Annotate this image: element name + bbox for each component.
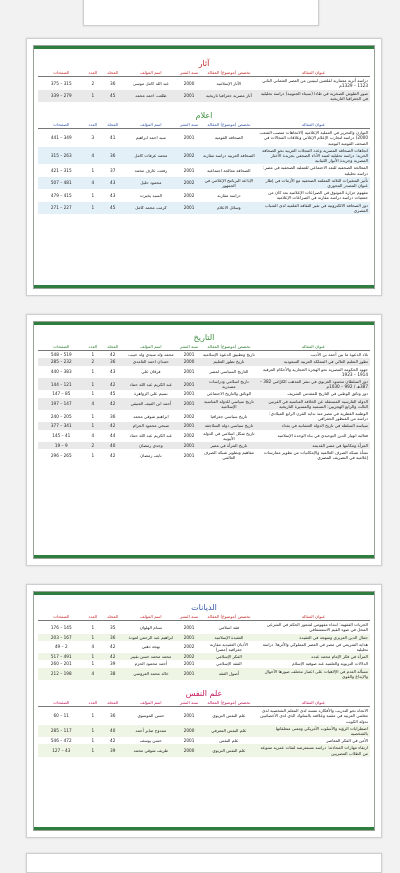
cell-pages: 349 – 441 (50, 135, 72, 141)
cell-issue: 1 (85, 202, 102, 214)
header-topic: تخصص (موضوع) المقالة (201, 343, 257, 351)
cell-pages: 279 – 339 (38, 90, 85, 102)
cell-author: حسن يوسف (139, 738, 162, 744)
cell-issue: 1 (85, 422, 102, 429)
cell-topic: تاريخ سياسي للدولة العباسية الإسلامية (201, 398, 257, 410)
header-author: اسم المؤلف (124, 613, 177, 621)
header-year: سنة النشر (177, 69, 200, 77)
cell-title: الوطنية القطرية في مصر منذ بداية القرن الرابع الميلادي: دراسة من المنظور الجغرافي (269, 411, 368, 422)
green-bar-bottom (34, 555, 374, 558)
header-author: اسم المؤلف (124, 121, 177, 129)
cell-pages: 383 – 440 (50, 369, 72, 375)
cell-title: تطور التعليم العالي في المملكة العربية السعودية (257, 358, 370, 365)
page-frame (33, 591, 375, 831)
header-pages: الصفحات (38, 343, 85, 351)
header-issue: العدد (85, 69, 102, 77)
cell-year: 2002 (183, 644, 195, 650)
header-title: عنوان المقالة (257, 613, 370, 621)
cell-issue: 4 (85, 177, 102, 189)
cell-pages: 147 – 197 (38, 398, 85, 410)
table-row (38, 129, 370, 147)
cell-pages: 167 – 203 (38, 634, 85, 641)
cell-year: 2001 (183, 452, 195, 458)
cell-topic: مفاهيم وتطوير شبكة الصرف العالمي (203, 450, 254, 461)
cell-author: حمدان احمد الغامدي (124, 358, 177, 365)
cell-volume: 42 (110, 644, 116, 650)
cell-volume: 38 (101, 668, 124, 680)
table-athar (38, 69, 370, 102)
cell-topic: فقه اسلامي (218, 624, 240, 630)
cell-issue: 4 (85, 398, 102, 410)
table-row (38, 449, 370, 461)
cell-year: 2001 (177, 202, 200, 214)
cell-issue: 1 (91, 713, 95, 719)
cell-issue: 1 (91, 624, 95, 630)
cell-volume: 36 (101, 358, 124, 365)
cell-title: دور وثائق الوطني في التاريخ للمقدس الشريف (287, 391, 368, 397)
cell-year: 2000 (177, 744, 200, 756)
cell-title: دراسة أثرية معمارية لقلعتين ليبيتين من العصر العثماني الثاني 1123 – 1329م (262, 78, 368, 89)
cell-issue: 1 (85, 653, 102, 660)
cell-year: 2001 (177, 378, 200, 390)
cell-issue: 1 (91, 369, 95, 375)
table-row (38, 164, 370, 176)
cell-year: 2001 (183, 352, 195, 358)
cell-year: 2001 (177, 442, 200, 449)
cell-issue: 1 (91, 168, 95, 174)
table-header-row (38, 699, 370, 707)
cell-volume: 42 (101, 422, 124, 429)
cell-issue: 1 (91, 192, 95, 198)
cell-author: رفعت عارف محمد (134, 168, 168, 174)
page-card-1 (26, 38, 382, 296)
cell-topic: علم النفس (219, 738, 239, 744)
cell-year: 2001 (183, 624, 195, 630)
page-frame (33, 45, 375, 289)
table-row (38, 621, 370, 634)
cell-pages: 491 – 517 (38, 653, 85, 660)
cell-year: 2001 (183, 738, 195, 744)
cell-year: 2000 (177, 358, 200, 365)
table-row (38, 358, 370, 365)
cell-volume: 39 (110, 661, 116, 667)
cell-topic: علم النفس التربوي (212, 713, 246, 719)
cell-author: طريف شوقي محمد (124, 744, 177, 756)
cell-year: 2001 (177, 668, 200, 680)
cell-volume: 42 (110, 352, 116, 358)
header-volume: المجلد (101, 343, 124, 351)
header-issue: العدد (85, 613, 102, 621)
header-year: سنة النشر (177, 613, 200, 621)
cell-topic: تاريخ وتطبيق الدعوة الإسلامية (203, 352, 255, 358)
cell-topic: تاريخ تطور التعليم (201, 358, 257, 365)
cell-title: بلاد الدعوة ما بين أحمد بن الأديب (310, 352, 368, 358)
cell-pages: 85 – 147 (52, 391, 71, 397)
cell-topic: آثار مصرية جغرافيا تاريخية (201, 90, 257, 102)
cell-volume: 36 (110, 413, 116, 419)
cell-pages: 232 – 285 (38, 358, 85, 365)
cell-title: اضطرابات الرؤية والأسلوب الأمريكي ومعنى متعلقاتها بالشخصية (257, 725, 370, 737)
table-header-row (38, 613, 370, 621)
cell-topic: الوثائق والتاريخ الاجتماعي (206, 391, 252, 397)
section-title-psychology: علم النفس (185, 689, 223, 699)
cell-pages: 121 – 144 (38, 378, 85, 390)
header-title: عنوان المقالة (257, 699, 370, 707)
cell-issue: 1 (91, 738, 95, 744)
header-title: عنوان المقالة (257, 69, 370, 77)
cell-year: 2000 (183, 80, 195, 86)
cell-title: سياسة السلطة في تاريخ الدولة العثمانية في بغداد (257, 422, 370, 429)
cell-year: 2000 (177, 725, 200, 737)
cell-author: نسيم علي الزواهرة (134, 391, 168, 397)
cell-year: 2001 (183, 713, 195, 719)
cell-author: خالد محمد العروسي (124, 668, 177, 680)
cell-author: وجدي رمضان (124, 442, 177, 449)
cell-author: كرمت محمد كامل (124, 202, 177, 214)
cell-volume: 40 (101, 725, 124, 737)
page-frame (33, 321, 375, 559)
cell-volume: 44 (110, 433, 116, 439)
table-row (38, 378, 370, 390)
page-card-2 (26, 314, 382, 566)
header-issue: العدد (85, 343, 102, 351)
cell-pages: 263 – 315 (38, 147, 85, 165)
cell-author: محمد عرفات كامل (124, 147, 177, 165)
header-volume: المجلد (101, 69, 124, 77)
cell-pages: 415 – 479 (50, 192, 72, 198)
header-year: سنة النشر (177, 699, 200, 707)
cell-pages: 43 – 127 (38, 744, 85, 756)
cell-year: 2001 (177, 422, 200, 429)
table-row (38, 660, 370, 667)
header-author: اسم المؤلف (124, 699, 177, 707)
header-volume: المجلد (101, 613, 124, 621)
cell-volume: 43 (101, 177, 124, 189)
cell-topic: الإذاعة البرنامج الإعلامي في الجمهور (201, 177, 257, 189)
next-page-card (26, 853, 382, 873)
table-header-row (38, 121, 370, 129)
cell-author: أحمد ابن الفيف العتيقي (124, 398, 177, 410)
cell-issue: 1 (85, 725, 102, 737)
cell-topic: تاريخ سياسي دولة السلاجقة (201, 422, 257, 429)
cell-pages: 265 – 296 (50, 452, 72, 458)
cell-pages: 227 – 271 (38, 202, 85, 214)
cell-topic: العقيدة الإسلامية (201, 634, 257, 641)
cell-title: المرأة في فكر الإمام محمد عبده (257, 653, 370, 660)
header-issue: العدد (85, 121, 102, 129)
cell-year: 2001 (177, 398, 200, 410)
cell-volume: 42 (101, 653, 124, 660)
cell-topic: الصحافة العربية دراسة مقارنة (201, 147, 257, 165)
section-title-history: التاريخ (193, 333, 215, 342)
header-topic: تخصص (موضوع) المقالة (201, 121, 257, 129)
cell-issue: 1 (91, 452, 95, 458)
cell-year: 2002 (177, 177, 200, 189)
header-volume: المجلد (101, 699, 124, 707)
cell-volume: 42 (110, 738, 116, 744)
cell-year: 2001 (183, 369, 195, 375)
cell-title: نشأة شبكة الصرف العالمية والإمكانيات من تطوير ممارسات إعلامية في التصريف المصري (263, 450, 368, 461)
table-row (38, 398, 370, 410)
cell-issue: 1 (85, 378, 102, 390)
cell-issue: 2 (85, 442, 102, 449)
table-row (38, 744, 370, 756)
cell-volume: 43 (110, 192, 116, 198)
cell-title: ارتقاء مهارات المحادثة: دراسة مستعرضة لفئات عمرية متنوعة من الطلاب المصريين (257, 744, 370, 756)
cell-issue: 3 (91, 135, 95, 141)
cell-pages: 341 – 377 (38, 422, 85, 429)
header-author: اسم المؤلف (124, 69, 177, 77)
cell-title: مفهوم حرارة الموثوق في الصراعات الإعلامية بعد كان من جمعيات دراسة دراسة مقارنة في الصراعات الإعلامية (268, 190, 368, 201)
cell-pages: 472 – 546 (50, 738, 72, 744)
cell-title: هداية الشريعي في مصر في العصر المملوكي والأثرها: دراسة تحليلية (262, 641, 368, 653)
cell-author: طلعت احمد محمد (124, 90, 177, 102)
cell-issue: 2 (91, 80, 95, 86)
page-card-3 (26, 584, 382, 838)
cell-pages: 2 – 49 (54, 644, 68, 650)
cell-topic: تاريخ شكل اسلامي في الدولة الأيوبية (203, 430, 255, 441)
cell-year: 2002 (177, 653, 200, 660)
table-row (38, 430, 370, 442)
cell-title: جمال الدين العزيزي ومنهجه في العقيدة (257, 634, 370, 641)
cell-volume: 36 (110, 713, 116, 719)
cell-author: محمود حليل (124, 177, 177, 189)
cell-topic: تاريخ اسلامي ودراسات مصدرية (201, 378, 257, 390)
cell-topic: تاريخ سياسي جغرافيا (210, 413, 248, 419)
cell-pages: 11 – 60 (53, 713, 69, 719)
table-row (38, 77, 370, 90)
cell-pages: 145 – 176 (50, 624, 72, 630)
cell-topic: دراسة مقارنة (217, 192, 241, 198)
cell-volume: 39 (101, 744, 124, 756)
cell-author: بهجة دهبي (141, 644, 160, 650)
cell-pages: 201 – 260 (50, 661, 72, 667)
cell-author: فرقان علي (141, 369, 161, 375)
cell-author: ممدوح صابر أحمد (124, 725, 177, 737)
header-pages: الصفحات (38, 613, 85, 621)
cell-author: نايف رمضان (140, 452, 162, 458)
header-pages: الصفحات (38, 121, 85, 129)
cell-volume: 45 (110, 391, 116, 397)
cell-author: عبد الله كامل موسى (132, 80, 169, 86)
table-row (38, 641, 370, 653)
table-row (38, 707, 370, 725)
cell-topic: الصحافة القومية (214, 135, 243, 141)
cell-year: 2002 (177, 147, 200, 165)
header-pages: الصفحات (38, 69, 85, 77)
green-bar-top (34, 322, 374, 325)
cell-author: محمد محمد حسن نقيبر (124, 653, 177, 660)
cell-year: 2001 (177, 90, 200, 102)
cell-issue: 4 (91, 644, 95, 650)
cell-title: اتجاهات الصحافة المصرية وعدد المجلات العربية نحو الصحافة الحرية: دراسة تحليلية لعينة الأداء الصحفي بجريدة الأخبار المصرية وجريدة الأنوار اللبنانية (257, 147, 370, 165)
header-year: سنة النشر (177, 343, 200, 351)
cell-pages: 117 – 285 (38, 725, 85, 737)
table-row (38, 668, 370, 680)
cell-author: محمد ولد سيدي ولد حبيب (128, 352, 174, 358)
cell-topic: الأديان العقيدية مقارنة جغرافية (مصر) (209, 641, 248, 653)
cell-volume: 42 (101, 378, 124, 390)
green-bar-top (34, 592, 374, 595)
section-title-religions: الديانات (191, 603, 217, 612)
cell-issue: 1 (85, 90, 102, 102)
cell-title: دور الصحافة الالكترونية في تغير الثقافة العلمية لدى الشباب المصري (257, 202, 370, 214)
cell-volume: 37 (110, 168, 116, 174)
cell-volume: 42 (110, 452, 116, 458)
cell-author: السيد يخيرت (139, 192, 163, 198)
cell-topic: الفقه الإسلامي (216, 661, 242, 667)
cell-title: الحريات الفقهية: ابتداء مفهومي لشعور الحكم في الشرعي المحل في ضوء القيم الاستشفاقي (266, 622, 368, 633)
cell-volume: 42 (101, 398, 124, 410)
cell-title: الدولة الفارسية المستقلة عن الخلافة العباسية في القرنين الثالث والرابع الهجريين: التسمية والمسيرة التاريخية (257, 398, 370, 410)
table-header-row (38, 343, 370, 351)
cell-year: 2001 (177, 634, 200, 641)
header-title: عنوان المقالة (257, 343, 370, 351)
table-history (38, 343, 370, 462)
cell-topic: علم النفس التربوي (201, 744, 257, 756)
cell-pages: 315 – 375 (50, 80, 72, 86)
table-row (38, 737, 370, 744)
cell-year: 2002 (183, 192, 195, 198)
cell-title: جهود الحكومة المصرية نحو الهجرة الحجازية والأحكام العرفية 1914 – 1923 (263, 366, 368, 377)
cell-volume: 36 (101, 634, 124, 641)
header-pages: الصفحات (38, 699, 85, 707)
table-religions (38, 613, 370, 680)
cell-issue: 1 (85, 744, 102, 756)
cell-volume: 36 (101, 147, 124, 165)
cell-issue: 1 (91, 352, 95, 358)
cell-issue: 4 (85, 668, 102, 680)
cell-issue: 4 (91, 433, 95, 439)
table-row (38, 634, 370, 641)
cell-title: فعالية انهيار الدين التوحيدي في بناء الوحدة الإسلامية (277, 433, 368, 439)
cell-title: المعالجة الصحفية للبعد الاجتماعي للعملية الصحفية في مصر: دراسة تحليلية (263, 165, 368, 176)
header-year: سنة النشر (177, 121, 200, 129)
cell-topic: علم النفس المعرفي (201, 725, 257, 737)
cell-year: 2001 (183, 391, 195, 397)
cell-issue: 1 (85, 634, 102, 641)
cell-issue: 2 (85, 358, 102, 365)
header-author: اسم المؤلف (124, 343, 177, 351)
cell-volume: 43 (110, 369, 116, 375)
cell-year: 2001 (183, 135, 195, 141)
cell-topic: الفكر الإسلامي (201, 653, 257, 660)
section-title-ilam: اعلام (195, 111, 213, 121)
table-row (38, 177, 370, 189)
cell-issue: 1 (91, 413, 95, 419)
green-bar-bottom (34, 285, 374, 288)
cell-author: حسن الموسوي (137, 713, 165, 719)
header-topic: تخصص (موضوع) المقالة (201, 699, 257, 707)
cell-author: صبحي محمود الحرام (124, 422, 177, 429)
cell-year: 2001 (183, 168, 195, 174)
header-title: عنوان المقالة (257, 121, 370, 129)
cell-issue: 1 (91, 391, 95, 397)
table-row (38, 390, 370, 397)
table-row (38, 442, 370, 449)
header-topic: تخصص (موضوع) المقالة (201, 613, 257, 621)
cell-issue: 4 (85, 147, 102, 165)
green-bar-bottom (34, 827, 374, 830)
green-bar-top (34, 46, 374, 49)
cell-volume: 45 (101, 90, 124, 102)
cell-volume: 40 (101, 442, 124, 449)
cell-issue: 1 (91, 661, 95, 667)
cell-title: تأثير المتغيرات الثلاثة المعلمة الصحفية مع الأزمات في إطار عنوان المصدر المحوري (257, 177, 370, 189)
cell-topic: وسائل الاعلام (201, 202, 257, 214)
cell-volume: 35 (110, 624, 116, 630)
cell-topic: الصحافة معالجة اجتماعية (207, 168, 251, 174)
cell-author: بسام الهلوان (139, 624, 163, 630)
cell-topic: أصول الفقه (201, 668, 257, 680)
table-ilam (38, 121, 370, 214)
cell-pages: 9 – 19 (38, 442, 85, 449)
cell-volume: 45 (101, 202, 124, 214)
cell-author: عبد الكريم عبد الله حماد (124, 378, 177, 390)
cell-title: المرأة ومكانتها في مصر القديمة (257, 442, 370, 449)
cell-pages: 41 – 145 (52, 433, 71, 439)
table-row (38, 351, 370, 359)
table-row (38, 202, 370, 214)
cell-title: التوازن والتحرير في العملية الإعلامية (الاتجاهات منصب الشعب 2000) دراسة لتجارب الإعلام الإعلاني وعلاقات المجالات في الصحف القومية اليومية (259, 130, 368, 146)
cell-pages: 519 – 548 (50, 352, 72, 358)
cell-year: 2002 (183, 413, 195, 419)
table-row (38, 422, 370, 429)
table-row (38, 147, 370, 165)
cell-author: سيد احمد ابراهيم (135, 135, 166, 141)
cell-pages: 315 – 421 (50, 168, 72, 174)
table-row (38, 189, 370, 201)
cell-author: ابراهيم عبد الرحمن لعودة (124, 634, 177, 641)
header-issue: العدد (85, 699, 102, 707)
section-title-athar: آثار (198, 59, 210, 68)
table-row (38, 725, 370, 737)
cell-author: أحمد محمود الحرم (134, 661, 168, 667)
cell-title: مسألة العدم في الإلاهيات على اعتبار مختلف صورها الأحوال والإبداع والقوى (257, 668, 370, 680)
cell-title: دور السلطان محمود الغزنوي في نشر المذهب الكرّامي 382 – 387هـ / 992 – 1030م (257, 378, 370, 390)
cell-topic: تاريخ المرأة في مصر (201, 442, 257, 449)
cell-year: 2002 (183, 433, 195, 439)
cell-year: 2001 (183, 661, 195, 667)
cell-title: صور الطوش الصخرية في طادا (سيناء الجنوبية) دراسة تحليلية في الجغرافيا التاريخية (257, 90, 370, 102)
previous-page-card (83, 0, 319, 26)
cell-topic: الآثار الإسلامية (216, 80, 242, 86)
cell-pages: 198 – 212 (38, 668, 85, 680)
table-row (38, 653, 370, 660)
cell-author: ابراهيم شوقي محمد (133, 413, 169, 419)
cell-author: عبد الكريم عبد الله حماد (129, 433, 173, 439)
table-header-row (38, 69, 370, 77)
table-row (38, 366, 370, 378)
cell-title: الاتجاه نحو التدريب والأفكاره نفسه لدى المعلم الشخصية لدى معلمي العربية في مقتبة وعلاقته بالسلوك الذي لدى الأخصائيين بدولة الكويت (260, 708, 368, 724)
cell-title: الأمن في الفكر المعاصر (326, 738, 368, 744)
cell-volume: 36 (110, 80, 116, 86)
cell-topic: التاريخ السياسي لمصر (209, 369, 249, 375)
header-volume: المجلد (101, 121, 124, 129)
table-psychology (38, 699, 370, 757)
cell-volume: 41 (110, 135, 116, 141)
cell-title: الدلالات التربوية والعلمية عند صوفية الإسلام (292, 661, 368, 667)
table-row (38, 410, 370, 422)
table-row (38, 90, 370, 102)
cell-pages: 205 – 240 (50, 413, 72, 419)
cell-pages: 481 – 507 (38, 177, 85, 189)
header-topic: تخصص (موضوع) المقالة (201, 69, 257, 77)
